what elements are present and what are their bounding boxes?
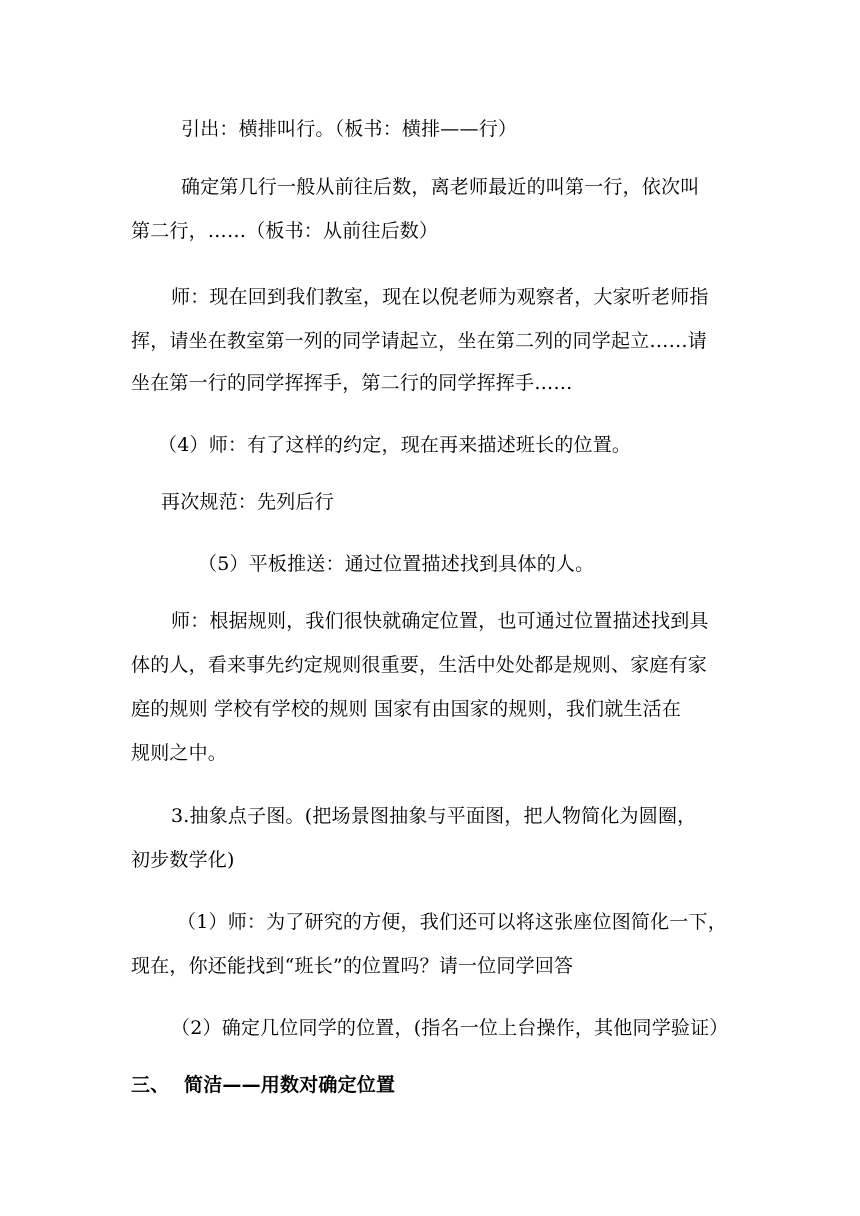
paragraph-normalize: 再次规范：先列后行: [161, 491, 334, 513]
paragraph-step1-line1: （1）师：为了研究的方便，我们还可以将这张座位图简化一下，: [177, 911, 727, 933]
paragraph-rules-line4: 规则之中。: [131, 742, 228, 764]
section-heading-title: 简洁——用数对确定位置: [184, 1074, 396, 1096]
paragraph-abstract-line2: 初步数学化): [131, 849, 235, 871]
paragraph-row-order-line1: 确定第几行一般从前往后数，离老师最近的叫第一行，依次叫: [181, 176, 700, 198]
paragraph-teacher-line2: 挥，请坐在教室第一列的同学请起立，坐在第二列的同学起立……请: [131, 330, 708, 352]
paragraph-step4: （4）师：有了这样的约定，现在再来描述班长的位置。: [158, 434, 632, 456]
paragraph-step5: （5）平板推送：通过位置描述找到具体的人。: [198, 553, 595, 575]
paragraph-rules-line3: 庭的规则 学校有学校的规则 国家有由国家的规则，我们就生活在: [131, 698, 682, 720]
paragraph-step1-line2: 现在，你还能找到“班长”的位置吗？请一位同学回答: [131, 955, 574, 977]
paragraph-rules-line1: 师：根据规则，我们很快就确定位置，也可通过位置描述找到具: [171, 610, 709, 632]
paragraph-teacher-line1: 师：现在回到我们教室，现在以倪老师为观察者，大家听老师指: [171, 286, 709, 308]
paragraph-abstract-line1: 3.抽象点子图。(把场景图抽象与平面图，把人物简化为圆圈，: [171, 805, 697, 827]
paragraph-row-order-line2: 第二行，……（板书：从前往后数）: [131, 220, 439, 242]
paragraph-teacher-line3: 坐在第一行的同学挥挥手，第二行的同学挥挥手……: [131, 372, 573, 394]
section-heading-number: 三、: [131, 1074, 170, 1096]
paragraph-rules-line2: 体的人，看来事先约定规则很重要，生活中处处都是规则、家庭有家: [131, 654, 708, 676]
paragraph-step2: （2）确定几位同学的位置，(指名一位上台操作，其他同学验证）: [171, 1017, 729, 1039]
paragraph-intro-row: 引出：横排叫行。（板书：横排——行）: [181, 118, 518, 140]
